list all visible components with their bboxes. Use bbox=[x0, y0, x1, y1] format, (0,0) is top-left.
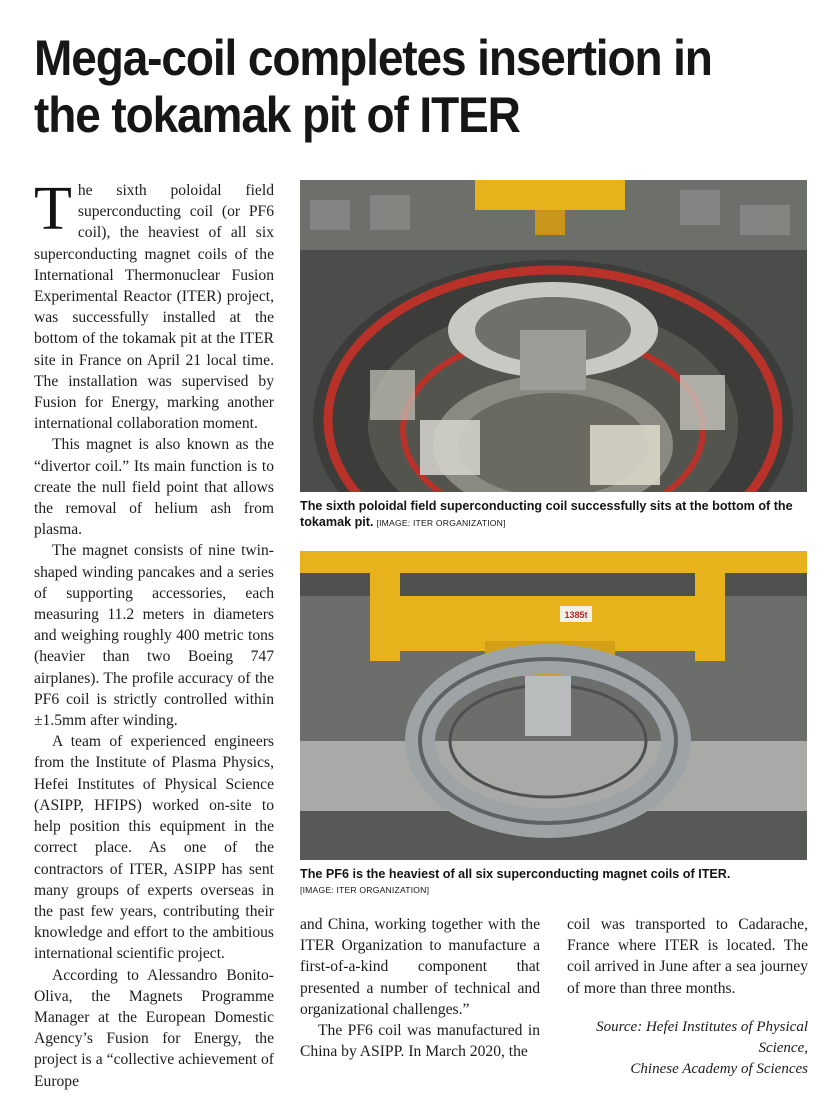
paragraph: and China, working together with the ITER Organization to manufacture a first-of-a-kind component that presented a number of technical and organizational challenges.” bbox=[300, 916, 540, 1018]
article-column-3 bbox=[567, 914, 808, 1080]
paragraph: According to Alessandro Bonito-Oliva, the Magnets Programme Manager at the European Domestic Agency’s Fusion for Energy, the project is a “collective achievement of Europe bbox=[34, 966, 274, 1090]
paragraph: This magnet is also known as the “divertor coil.” Its main function is to create the null field point that allows the removal of helium ash from plasma. bbox=[34, 436, 274, 539]
source-credit: Source: Hefei Institutes of Physical Science, Chinese Academy of Sciences bbox=[596, 1018, 808, 1077]
article-column-2 bbox=[300, 914, 540, 1062]
paragraph: coil was transported to Cadarache, France where ITER is located. The coil arrived in June after a sea journey of more than three months. bbox=[567, 916, 808, 997]
photo-credit: [IMAGE: ITER ORGANIZATION] bbox=[300, 884, 430, 895]
paragraph: A team of experienced engineers from the Institute of Plasma Physics, Hefei Institutes of Physical Science (ASIPP, HFIPS) worked on-site to help position this equipment in the correct place. As one of the contractors of ITER, ASIPP has sent many groups of experts overseas in the past few years, contributing their knowledge and effort to the ambitious international scientific project. bbox=[34, 733, 274, 963]
pf6-coil-illustration bbox=[300, 551, 807, 860]
photo-caption-2: The PF6 is the heaviest of all six superconducting magnet coils of ITER. [IMAGE: ITER ORGANIZATION] bbox=[300, 867, 807, 898]
photo-caption-1: The sixth poloidal field superconducting coil successfully sits at the bottom of the tokamak pit. [IMAGE: ITER ORGANIZATION] bbox=[300, 499, 793, 529]
paragraph: The PF6 coil was manufactured in China by ASIPP. In March 2020, the bbox=[300, 1022, 540, 1061]
photo-pf6-coil-lift bbox=[300, 551, 807, 860]
tokamak-pit-illustration bbox=[300, 180, 807, 492]
article-column-1 bbox=[34, 175, 274, 1092]
paragraph: The magnet consists of nine twin-shaped winding pancakes and a series of supporting accessories, each measuring 11.2 meters in diameters and weighing roughly 400 metric tons (heavier than two Boeing 747 airplanes). The profile accuracy of the PF6 coil is strictly controlled within ±1.5mm after winding. bbox=[34, 542, 274, 730]
photo-tokamak-pit bbox=[300, 180, 807, 492]
paragraph: The sixth poloidal field superconducting coil (or PF6 coil), the heaviest of all six superconducting magnet coils of the International Thermonuclear Fusion Experimental Reactor (ITER) project, was successfully installed at the bottom of the tokamak pit at the ITER site in France on April 21 local time. The installation was supervised by Fusion for Energy, marking another international collaboration moment. bbox=[34, 175, 274, 433]
crane-load-sign: 1385t bbox=[564, 610, 588, 620]
drop-cap: T bbox=[34, 175, 72, 243]
headline: Mega-coil completes insertion in the tokamak pit of ITER bbox=[34, 30, 712, 143]
photo-credit: [IMAGE: ITER ORGANIZATION] bbox=[376, 517, 506, 528]
